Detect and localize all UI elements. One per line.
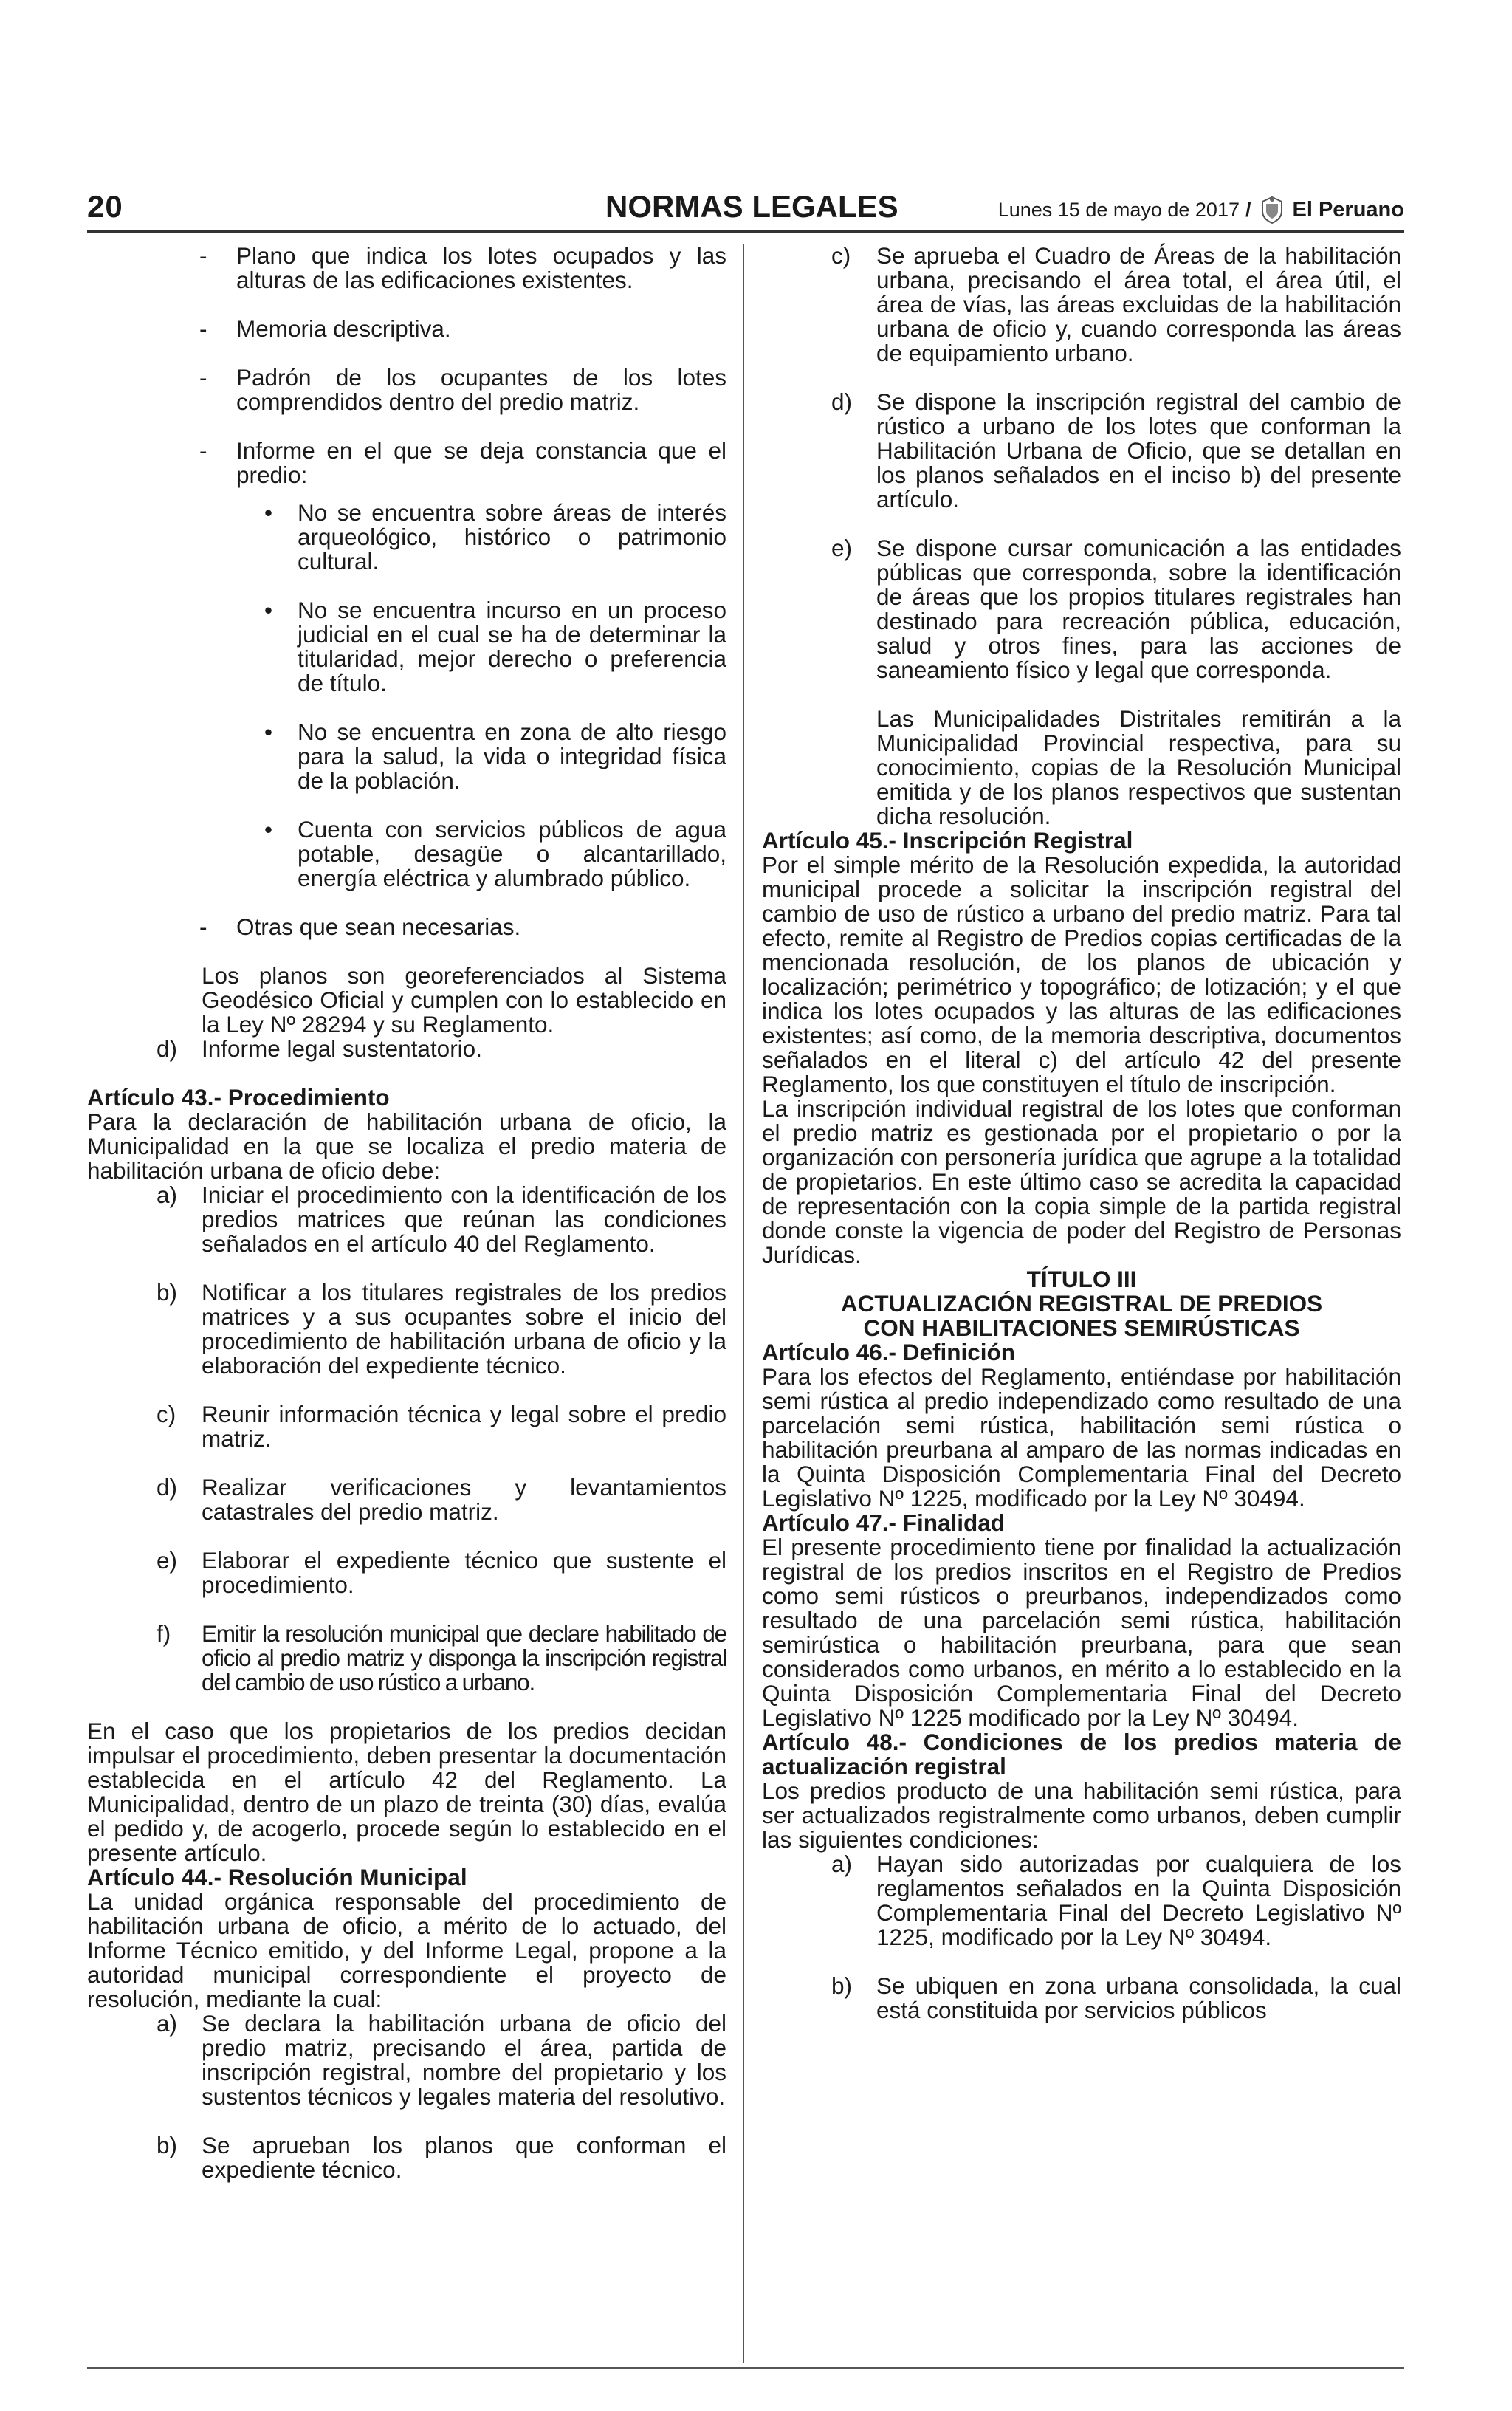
list-item: • No se encuentra incurso en un proceso judicial en el cual se ha de determinar la titularidad, mejor derecho o preferencia de título. bbox=[264, 597, 726, 696]
footer-rule bbox=[87, 2367, 1404, 2369]
header-separator: / bbox=[1245, 198, 1251, 221]
paragraph: Las Municipalidades Distritales remitirán a la Municipalidad Provincial respectiva, para su conocimiento, copias de la Resolución Municipal emitida y de los planos respectivos que sustentan dicha resolución. bbox=[876, 705, 1401, 829]
list-item: b) Notificar a los titulares registrales de los predios matrices y a sus ocupantes sobre el inicio del procedimiento de habilitación urbana de oficio y la elaboración del expediente técnico. bbox=[157, 1279, 726, 1379]
title-subheading: ACTUALIZACIÓN REGISTRAL DE PREDIOS CON HABILITACIONES SEMIRÚSTICAS bbox=[840, 1290, 1323, 1341]
column-divider bbox=[743, 244, 744, 2363]
dash-marker: - bbox=[199, 315, 207, 342]
article-44-list-continued bbox=[762, 244, 1401, 682]
list-item: a) Se declara la habilitación urbana de oficio del predio matriz, precisando el área, partida de inscripción registral, nombre del propietario y los sustentos técnicos y legales materia del resolutivo. bbox=[157, 2010, 726, 2110]
article-43-list bbox=[87, 1183, 726, 1695]
right-column bbox=[762, 244, 1401, 2047]
paragraph: En el caso que los propietarios de los predios decidan impulsar el procedimiento, deben presentar la documentación establecida en el artículo 42 del Reglamento. La Municipalidad, dentro de un plazo de treinta (30) días, evalúa el pedido y, de acogerlo, procede según lo establecido en el presente artículo. bbox=[87, 1718, 726, 1866]
paragraph: Los predios producto de una habilitación semi rústica, para ser actualizados registralmente como urbanos, deben cumplir las siguientes condiciones: bbox=[762, 1777, 1401, 1853]
bullet-marker: • bbox=[264, 499, 273, 526]
article-heading: Artículo 48.- Condiciones de los predios materia de actualización registral bbox=[762, 1729, 1401, 1780]
paragraph: El presente procedimiento tiene por finalidad la actualización registral de los predios inscritos en el Registro de Predios como semi rústicos o preurbanos, independizados como resultado de una parcelación semi rústica, habilitación semirústica o habilitación preurbana, para que sean considerados como urbanos, en mérito a lo establecido en la Quinta Disposición Complementaria Final del Decreto Legislativo Nº 1225 modificado por la Ley Nº 30494. bbox=[762, 1534, 1401, 1731]
dash-marker: - bbox=[199, 364, 207, 391]
paragraph: La inscripción individual registral de los lotes que conforman el predio matriz es gestionada por el propietario o por la organización con personería jurídica que agrupe a la totalidad de propietarios. En este último caso se acredita la capacidad de representación con la copia simple de la partida registral donde conste la vigencia de poder del Registro de Personas Jurídicas. bbox=[762, 1095, 1401, 1268]
list-item: a) Iniciar el procedimiento con la identificación de los predios matrices que reúnan las condiciones señalados en el artículo 40 del Reglamento. bbox=[157, 1182, 726, 1257]
article-heading: Artículo 47.- Finalidad bbox=[762, 1509, 1006, 1536]
page-header bbox=[87, 189, 1404, 230]
paragraph: La unidad orgánica responsable del procedimiento de habilitación urbana de oficio, a mérito de lo actuado, del Informe Técnico emitido, y del Informe Legal, propone a la autoridad municipal correspondiente el proyecto de resolución, mediante la cual: bbox=[87, 1888, 726, 2012]
list-item: c) Reunir información técnica y legal sobre el predio matriz. bbox=[157, 1401, 726, 1452]
newspaper-name: El Peruano bbox=[1292, 197, 1404, 222]
list-item: - Padrón de los ocupantes de los lotes comprendidos dentro del predio matriz. bbox=[199, 364, 726, 415]
bullet-marker: • bbox=[264, 597, 273, 623]
article-heading: Artículo 45.- Inscripción Registral bbox=[762, 827, 1133, 854]
list-item: b) Se ubiquen en zona urbana consolidada, la cual está constituida por servicios públicos bbox=[831, 1972, 1401, 2023]
paragraph: Para la declaración de habilitación urbana de oficio, la Municipalidad en la que se localiza el predio materia de habilitación urbana de oficio debe: bbox=[87, 1108, 726, 1184]
article-44-list bbox=[87, 2012, 726, 2182]
list-item: • No se encuentra sobre áreas de interés arqueológico, histórico o patrimonio cultural. bbox=[264, 499, 726, 575]
list-item: - Plano que indica los lotes ocupados y las alturas de las edificaciones existentes. bbox=[199, 242, 726, 293]
coat-of-arms-icon bbox=[1257, 195, 1287, 224]
left-column bbox=[87, 244, 726, 2206]
dash-marker: - bbox=[199, 913, 207, 940]
dash-marker: - bbox=[199, 437, 207, 464]
list-item: • No se encuentra en zona de alto riesgo para la salud, la vida o integridad física de la población. bbox=[264, 719, 726, 794]
page-number: 20 bbox=[87, 189, 123, 224]
bullet-marker: • bbox=[264, 816, 273, 843]
header-rule bbox=[87, 230, 1404, 233]
list-item: a) Hayan sido autorizadas por cualquiera de los reglamentos señalados en la Quinta Disposición Complementaria Final del Decreto Legislativo Nº 1225, modificado por la Ley Nº 30494. bbox=[831, 1851, 1401, 1950]
article-48-list bbox=[762, 1852, 1401, 2023]
list-item: - Memoria descriptiva. bbox=[199, 315, 451, 342]
list-item: d) Realizar verificaciones y levantamientos catastrales del predio matriz. bbox=[157, 1474, 726, 1525]
list-item: - Otras que sean necesarias. bbox=[199, 913, 521, 940]
list-item: • Cuenta con servicios públicos de agua potable, desagüe o alcantarillado, energía eléctrica y alumbrado público. bbox=[264, 816, 726, 891]
article-heading: Artículo 46.- Definición bbox=[762, 1339, 1016, 1365]
article-heading: Artículo 44.- Resolución Municipal bbox=[87, 1864, 467, 1890]
list-item: e) Se dispone cursar comunicación a las entidades públicas que corresponda, sobre la identificación de áreas que los propios titulares registrales han destinado para recreación pública, educación, salud y otros fines, para las acciones de saneamiento físico y legal que corresponda. bbox=[831, 535, 1401, 683]
article-heading: Artículo 43.- Procedimiento bbox=[87, 1084, 390, 1111]
paragraph: Los planos son georeferenciados al Sistema Geodésico Oficial y cumplen con lo establecido en la Ley Nº 28294 y su Reglamento. bbox=[202, 962, 726, 1038]
list-item: e) Elaborar el expediente técnico que sustente el procedimiento. bbox=[157, 1547, 726, 1598]
bullet-marker: • bbox=[264, 719, 273, 745]
dash-marker: - bbox=[199, 242, 207, 269]
list-item: f) Emitir la resolución municipal que declare habilitado de oficio al predio matriz y disponga la inscripción registral del cambio de uso rústico a urbano. bbox=[157, 1620, 726, 1695]
issue-date: Lunes 15 de mayo de 2017 bbox=[997, 198, 1240, 221]
list-item: c) Se aprueba el Cuadro de Áreas de la habilitación urbana, precisando el área total, el área útil, el área de vías, las áreas excluidas de la habilitación urbana de oficio y, cuando corresponda las áreas de equipamiento urbano. bbox=[831, 242, 1401, 366]
list-item: - Informe en el que se deja constancia que el predio: bbox=[199, 437, 726, 488]
list-item: b) Se aprueban los planos que conforman el expediente técnico. bbox=[157, 2132, 726, 2183]
paragraph: Para los efectos del Reglamento, entiéndase por habilitación semi rústica al predio independizado como resultado de una parcelación semi rústica, habilitación semi rústica o habilitación preurbana al amparo de las normas indicadas en la Quinta Disposición Complementaria Final del Decreto Legislativo Nº 1225, modificado por la Ley Nº 30494. bbox=[762, 1363, 1401, 1512]
paragraph: Por el simple mérito de la Resolución expedida, la autoridad municipal procede a solicitar la inscripción registral del cambio de uso de rústico a urbano del predio matriz. Para tal efecto, remite al Registro de Predios copias certificadas de la mencionada resolución, de los planos de ubicación y localización; perimétrico y topográfico; de lotización; y el que indica los lotes ocupados y las alturas de las edificaciones existentes; así como, de la memoria descriptiva, documentos señalados en el literal c) del artículo 42 del presente Reglamento, los que constituyen el título de inscripción. bbox=[762, 851, 1401, 1097]
title-heading: TÍTULO III bbox=[1026, 1266, 1137, 1292]
list-item: d) Se dispone la inscripción registral del cambio de rústico a urbano de los lotes que conforman la Habilitación Urbana de Oficio, que se detallan en los planos señalados en el inciso b) del presente artículo. bbox=[831, 388, 1401, 512]
header-right bbox=[998, 195, 1404, 224]
section-title: NORMAS LEGALES bbox=[605, 189, 898, 224]
list-item: d) Informe legal sustentatorio. bbox=[157, 1035, 482, 1062]
